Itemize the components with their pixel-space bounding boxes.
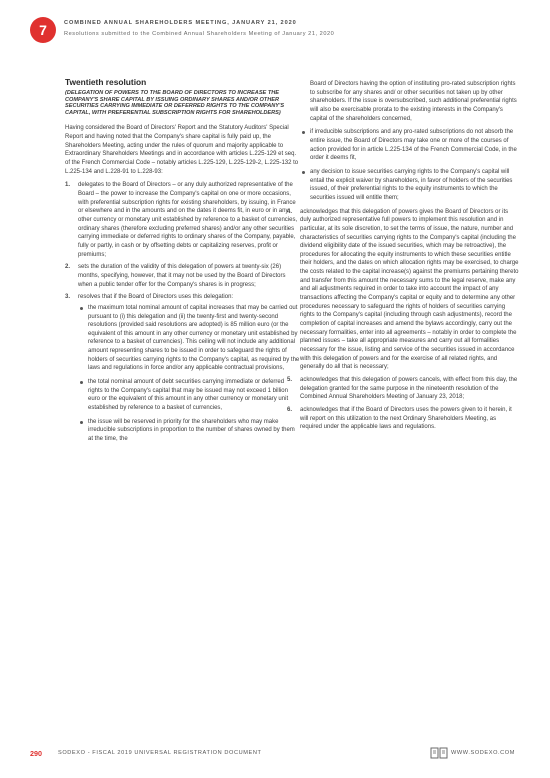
bullet-icon — [80, 421, 83, 424]
page-number: 290 — [30, 749, 42, 758]
item-text: sets the duration of the validity of this delegation of powers at twenty-six (26) months, specifying, however, that it may not be used by the Board of Directors when a public tender offer for the Company's shares is in progress; — [78, 264, 286, 288]
item-text: acknowledges that if the Board of Directors uses the powers given to it herein, it will report on this utilization to the next Ordinary Shareholders Meeting, as required under the applicable laws and regulations. — [300, 406, 512, 431]
bullet-item — [78, 418, 300, 444]
bullet-text: the total nominal amount of debt securities carrying immediate or deferred rights to the Company's capital that may be issued may not exceed 1 billion euro or the equivalent of this amount in any other currency or monetary unit established by reference to a basket of currencies, — [88, 379, 289, 412]
bullet-text: the maximum total nominal amount of capital increases that may be carried out pursuant to (i) this delegation and (ii) the twenty-first and twenty-second resolutions (provided said resolutions are adopted) is 85 million euro (or the equivalent of this amount in any other currency or monetary unit established by reference to a basket of currencies). This ceiling will not include any additional amount representing shares to be issued in order to safeguard the rights of holders of securities carrying rights to the Company's capital, as required by the laws and regulations in force and/or any applicable contractual provisions, — [88, 304, 300, 372]
list-item — [287, 406, 519, 432]
item-number: 3. — [65, 294, 71, 301]
left-column — [65, 77, 300, 449]
item-text: acknowledges that this delegation of powers gives the Board of Directors or its duly authorized representative full powers to implement this resolution and in particular, at its sole discretion, to set the terms of issue, the nature, number and characteristics of securities carrying rights to the Company's capital (including the dividend eligibility date of the issued securities, which may be retroactive), the procedures for allocating the equity instruments to which these securities entitle their holders, and the dates on which allocation rights may be exercised, to charge the costs related to the capital increase(s) against the premiums pertaining thereto and transfer from this amount the necessary sums to the legal reserve, make any and all adjustments required in order to take into account the impact of any transactions affecting the Company's capital or equity and to determine any other procedures necessary to safeguard the rights of holders of securities carrying rights to the Company's capital (including through cash adjustments), record the completion of capital increases and amend the bylaws accordingly, carry out the necessary formalities, enter into all agreements – notably in order to complete the planned issues – take all appropriate measures and carry out all formalities necessary for the issue, listing and service of the securities issued in accordance with this delegation of powers and for the exercise of all related rights, and generally do all that is necessary; — [300, 208, 519, 371]
bullet-text: if irreducible subscriptions and any pro-rated subscriptions do not absorb the entire issue, the Board of Directors may take one or more of the courses of action provided for in article L.225-134 of the French Commercial Code, in the order it deems fit, — [310, 129, 517, 162]
bullet-icon — [80, 307, 83, 310]
bullet-item — [78, 304, 300, 373]
bullet-item — [300, 128, 519, 163]
list-item — [287, 376, 519, 402]
item-text: acknowledges that this delegation of powers cancels, with effect from this day, the delegation granted for the same purpose in the nineteenth resolution of the Combined Annual Shareholders Meeting of January 23, 2018; — [300, 377, 518, 401]
footer-document-title: SODEXO - FISCAL 2019 UNIVERSAL REGISTRATION DOCUMENT — [58, 750, 262, 756]
item-number: 1. — [65, 182, 71, 189]
right-column — [287, 80, 519, 436]
bullet-list — [287, 128, 519, 202]
list-item — [65, 293, 300, 444]
page-footer — [30, 747, 520, 761]
item-number: 4. — [287, 208, 293, 215]
book-icon — [430, 747, 448, 759]
bullet-icon — [302, 171, 305, 174]
list-item — [287, 208, 519, 372]
list-item — [65, 263, 300, 289]
item-text: resolves that if the Board of Directors uses this delegation: — [78, 294, 234, 301]
chapter-badge: 7 — [30, 17, 56, 43]
numbered-list — [65, 181, 300, 443]
footer-website-link[interactable]: WWW.SODEXO.COM — [451, 750, 516, 756]
header-title: COMBINED ANNUAL SHAREHOLDERS MEETING, JANUARY 21, 2020 — [64, 20, 297, 26]
bullet-item — [78, 378, 300, 413]
resolution-title: Twentieth resolution — [65, 77, 147, 87]
item-number: 2. — [65, 264, 71, 271]
bullet-list — [78, 304, 300, 444]
header-subtitle: Resolutions submitted to the Combined Annual Shareholders Meeting of January 21, 2020 — [64, 31, 335, 37]
bullet-item — [300, 168, 519, 203]
resolution-intro: Having considered the Board of Directors' Report and the Statutory Auditors' Special Report and having noted that the Company's share capital is fully paid up, the Shareholders Meeting, acting under the rules of quorum and majority applicable to Extraordinary Shareholders Meetings and in accordance with articles L.225-129 et seq. of the French Commercial Code – notably articles L.225-129, L.225-129-2, L.225-132 to L.225-134 and L.228-91 to L.228-93: — [65, 125, 299, 175]
bullet-text: the issue will be reserved in priority for the shareholders who may make irreducible subscriptions in proportion to the number of shares owned by them at the time, the — [88, 418, 295, 443]
continued-text: Board of Directors having the option of instituting pro-rated subscription rights to subscribe for any shares and/ or other securities not taken up by other shareholders. If the issue is oversubscribed, such additional preferential rights will also be exercisable prorata to the existing interests in the Company's capital of the shareholders concerned, — [310, 81, 517, 122]
numbered-list — [287, 208, 519, 432]
resolution-subtitle: (DELEGATION OF POWERS TO THE BOARD OF DIRECTORS TO INCREASE THE COMPANY'S SHARE CAPITAL BY ISSUING ORDINARY SHARES AND/OR OTHER SECURITIES CARRYING IMMEDIATE OR DEFERRED RIGHTS TO THE COMPANY'S CAPITAL, WITH PREFERENTIAL SUBSCRIPTION RIGHTS FOR SHAREHOLDERS) — [65, 90, 285, 116]
bullet-icon — [302, 131, 305, 134]
bullet-text: any decision to issue securities carrying rights to the Company's capital will entail the explicit waiver by shareholders, in favor of holders of the securities issued, of their preferential rights to the equity instruments to which the securities issued will entitle them; — [310, 168, 513, 201]
item-number: 6. — [287, 406, 293, 413]
bullet-icon — [80, 381, 83, 384]
item-text: delegates to the Board of Directors – or any duly authorized representative of the Board – the power to increase the Company's capital on one or more occasions, with preferential subscription rights for existing shareholders, by issuing, in France or elsewhere and in the amounts and on the dates it deems fit, in euro or in any other currency or monetary unit established by reference to a basket of currencies, ordinary shares (therefore excluding preferred shares) and/or any other securities carrying immediate or deferred rights to ordinary shares of the Company, payable, fully or partly, in cash or by offsetting debts or capitalizing reserves, profit or premiums; — [78, 182, 298, 258]
list-item — [65, 181, 300, 259]
item-number: 5. — [287, 377, 293, 383]
